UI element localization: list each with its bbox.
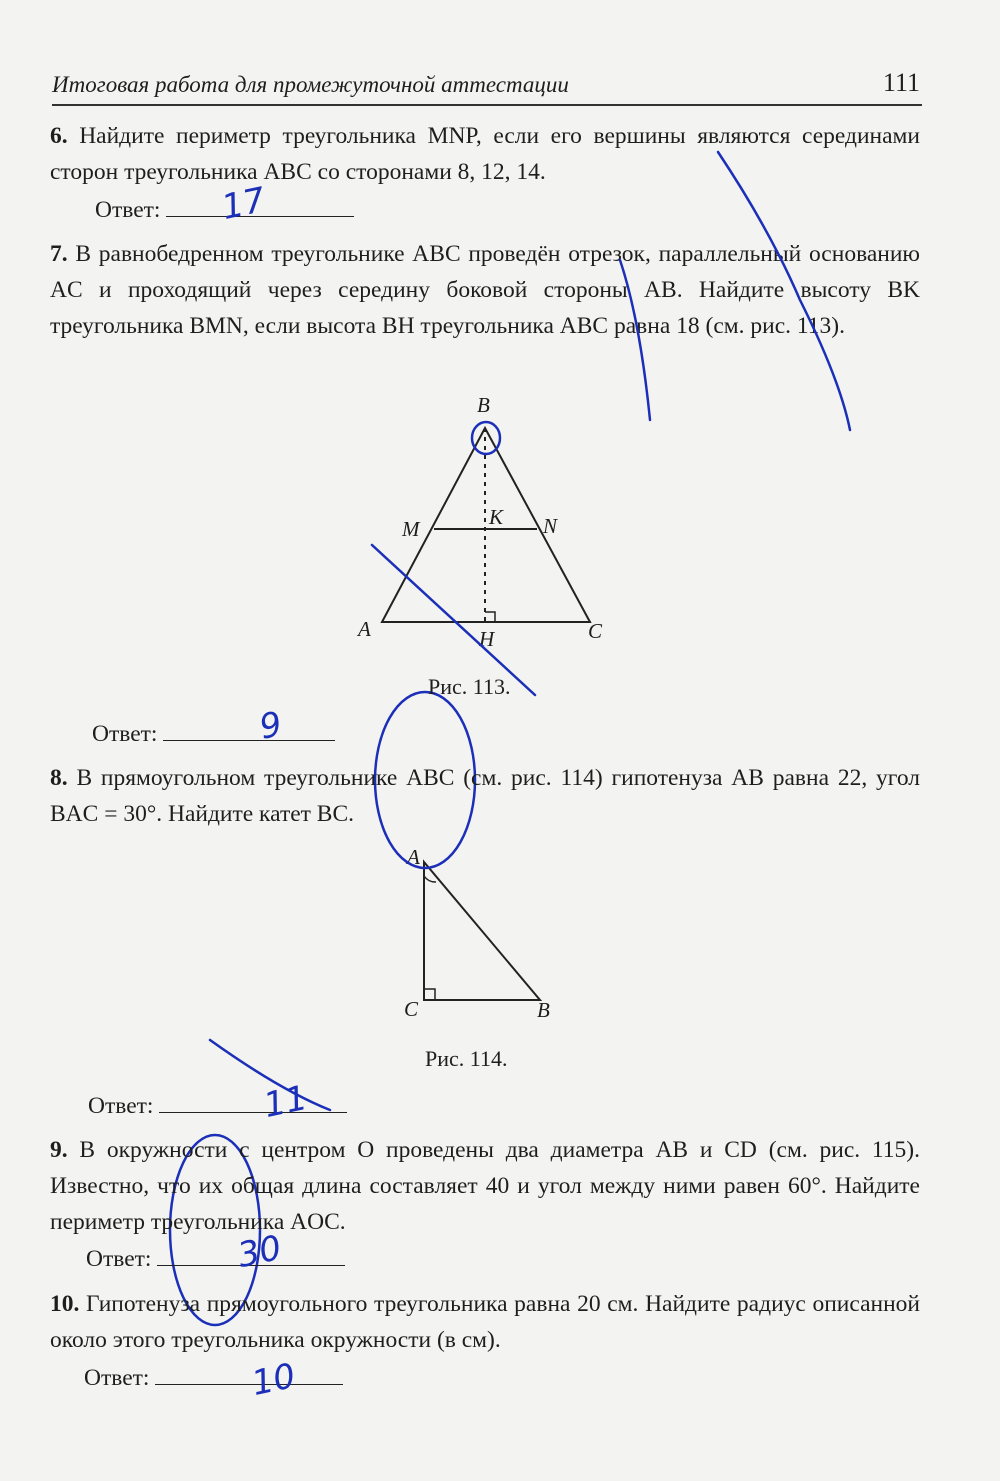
- figure-113-caption: Рис. 113.: [428, 674, 511, 699]
- handwritten-answer-8: 11: [260, 1077, 311, 1127]
- answer-label: Ответ:: [86, 1246, 152, 1272]
- problem-text: В окружности с центром O проведены два диаметра AB и CD (см. рис. 115). Известно, что их общая длина составляет 40 и угол между ними равен 60°. Найдите периметр треугольника AOC.: [50, 1137, 920, 1235]
- problem-text: В прямоугольном треугольнике ABC (см. рис. 114) гипотенуза AB равна 22, угол BAC = 30°. Найдите катет BC.: [50, 765, 920, 827]
- problem-text: Найдите периметр треугольника MNP, если его вершины являются серединами сторон треугольника ABC со сторонами 8, 12, 14.: [50, 123, 920, 185]
- header-title: Итоговая работа для промежуточной аттестации: [52, 72, 569, 97]
- label-m: M: [402, 517, 420, 541]
- angle-arc: [424, 876, 436, 882]
- pen-stroke: [372, 545, 535, 695]
- problem-10: [50, 1286, 920, 1358]
- answer-10: [84, 1362, 343, 1392]
- label-a: A: [407, 845, 420, 869]
- label-c: C: [588, 619, 603, 643]
- handwritten-answer-9: 30: [234, 1227, 285, 1277]
- label-c: C: [404, 997, 419, 1021]
- problem-number: 10.: [50, 1291, 80, 1317]
- label-k: K: [489, 505, 504, 529]
- problem-8: [50, 760, 920, 832]
- label-n: N: [543, 514, 558, 538]
- figure-114-caption: Рис. 114.: [425, 1046, 508, 1071]
- answer-7: [92, 718, 335, 748]
- answer-line: [163, 718, 335, 741]
- label-b: B: [477, 393, 490, 417]
- answer-label: Ответ:: [88, 1093, 154, 1119]
- check-mark: [718, 152, 850, 430]
- problem-number: 6.: [50, 123, 68, 149]
- right-angle-mark: [424, 989, 435, 1000]
- handwritten-answer-6: 17: [218, 179, 269, 229]
- problem-number: 7.: [50, 241, 68, 267]
- label-a: A: [358, 617, 371, 641]
- problem-number: 9.: [50, 1137, 68, 1163]
- problem-text: В равнобедренном треугольнике ABC проведён отрезок, параллельный основанию AC и проходящий через середину боковой стороны AB. Найдите высоту BK треугольника BMN, если высота BH треугольника ABC равна 18 (см. рис. 113).: [50, 241, 920, 339]
- answer-line: [159, 1090, 347, 1113]
- answer-9: [86, 1243, 345, 1273]
- right-triangle-abc: [424, 862, 540, 1000]
- problem-9: [50, 1132, 920, 1240]
- label-h: H: [479, 627, 495, 651]
- answer-label: Ответ:: [84, 1365, 150, 1391]
- problem-text: Гипотенуза прямоугольного треугольника равна 20 см. Найдите радиус описанной около этого треугольника окружности (в см).: [50, 1291, 921, 1353]
- problem-number: 8.: [50, 765, 68, 791]
- handwritten-answer-7: 9: [256, 704, 286, 748]
- right-angle-mark: [485, 612, 495, 622]
- answer-label: Ответ:: [95, 197, 161, 223]
- handwritten-answer-10: 10: [248, 1355, 299, 1405]
- pen-stroke: [620, 260, 650, 420]
- answer-label: Ответ:: [92, 721, 158, 747]
- label-b: B: [537, 998, 550, 1022]
- page-number: 111: [882, 68, 920, 97]
